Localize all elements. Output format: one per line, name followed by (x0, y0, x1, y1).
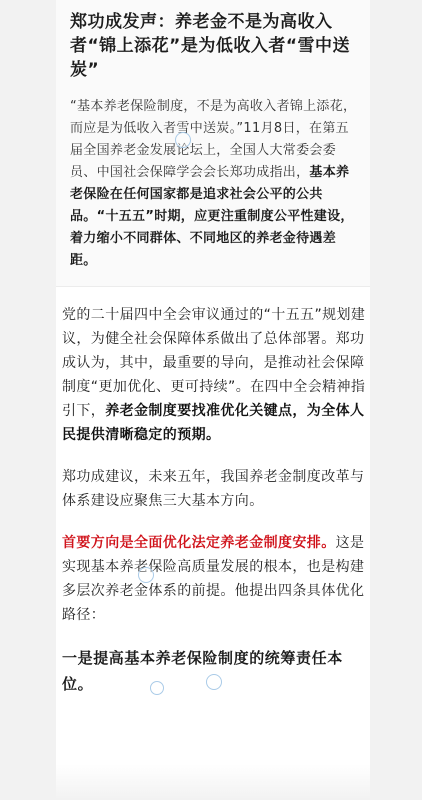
paragraph-1 (62, 303, 366, 447)
touch-indicator-icon (175, 132, 191, 148)
paragraph-3-text: 这是实现基本养老保险高质量发展的根本，也是构建多层次养老金体系的前提。他提出四条具体优化路径： (62, 535, 365, 623)
article-body (56, 287, 370, 697)
paragraph-4-bold: 一是提高基本养老保险制度的统筹责任本位。 (62, 649, 343, 693)
article-summary (70, 96, 360, 272)
touch-indicator-icon (206, 674, 222, 690)
bottom-fade (0, 764, 422, 800)
paragraph-2: 郑功成建议，未来五年，我国养老金制度改革与体系建设应聚焦三大基本方向。 (62, 469, 365, 509)
summary-card (56, 0, 370, 287)
touch-indicator-icon (138, 567, 154, 583)
paragraph-3 (62, 531, 366, 627)
summary-text: “基本养老保险制度，不是为高收入者锦上添花，而应是为低收入者雪中送炭。”11月8日，在第五届全国养老金发展论坛上，全国人大常委会委员、中国社会保障学会会长郑功成指出， (70, 99, 357, 180)
summary-bold-text: 基本养老保险在任何国家都是追求社会公平的公共品。“十五五”时期，应更注重制度公平性建设，着力缩小不同群体、不同地区的养老金待遇差距。 (70, 165, 354, 268)
paragraph-1-text: 党的二十届四中全会审议通过的“十五五”规划建议，为健全社会保障体系做出了总体部署。郑功成认为，其中，最重要的导向，是推动社会保障制度“更加优化、更可持续”。在四中全会精神指引下， (62, 307, 366, 419)
article-headline: 郑功成发声：养老金不是为高收入者“锦上添花”是为低收入者“雪中送炭” (70, 12, 351, 80)
paragraph-1-bold: 养老金制度要找准优化关键点，为全体人民提供清晰稳定的预期。 (62, 403, 365, 443)
touch-indicator-icon (150, 681, 164, 695)
paragraph-3-red-highlight: 首要方向是全面优化法定养老金制度安排。 (62, 535, 336, 551)
